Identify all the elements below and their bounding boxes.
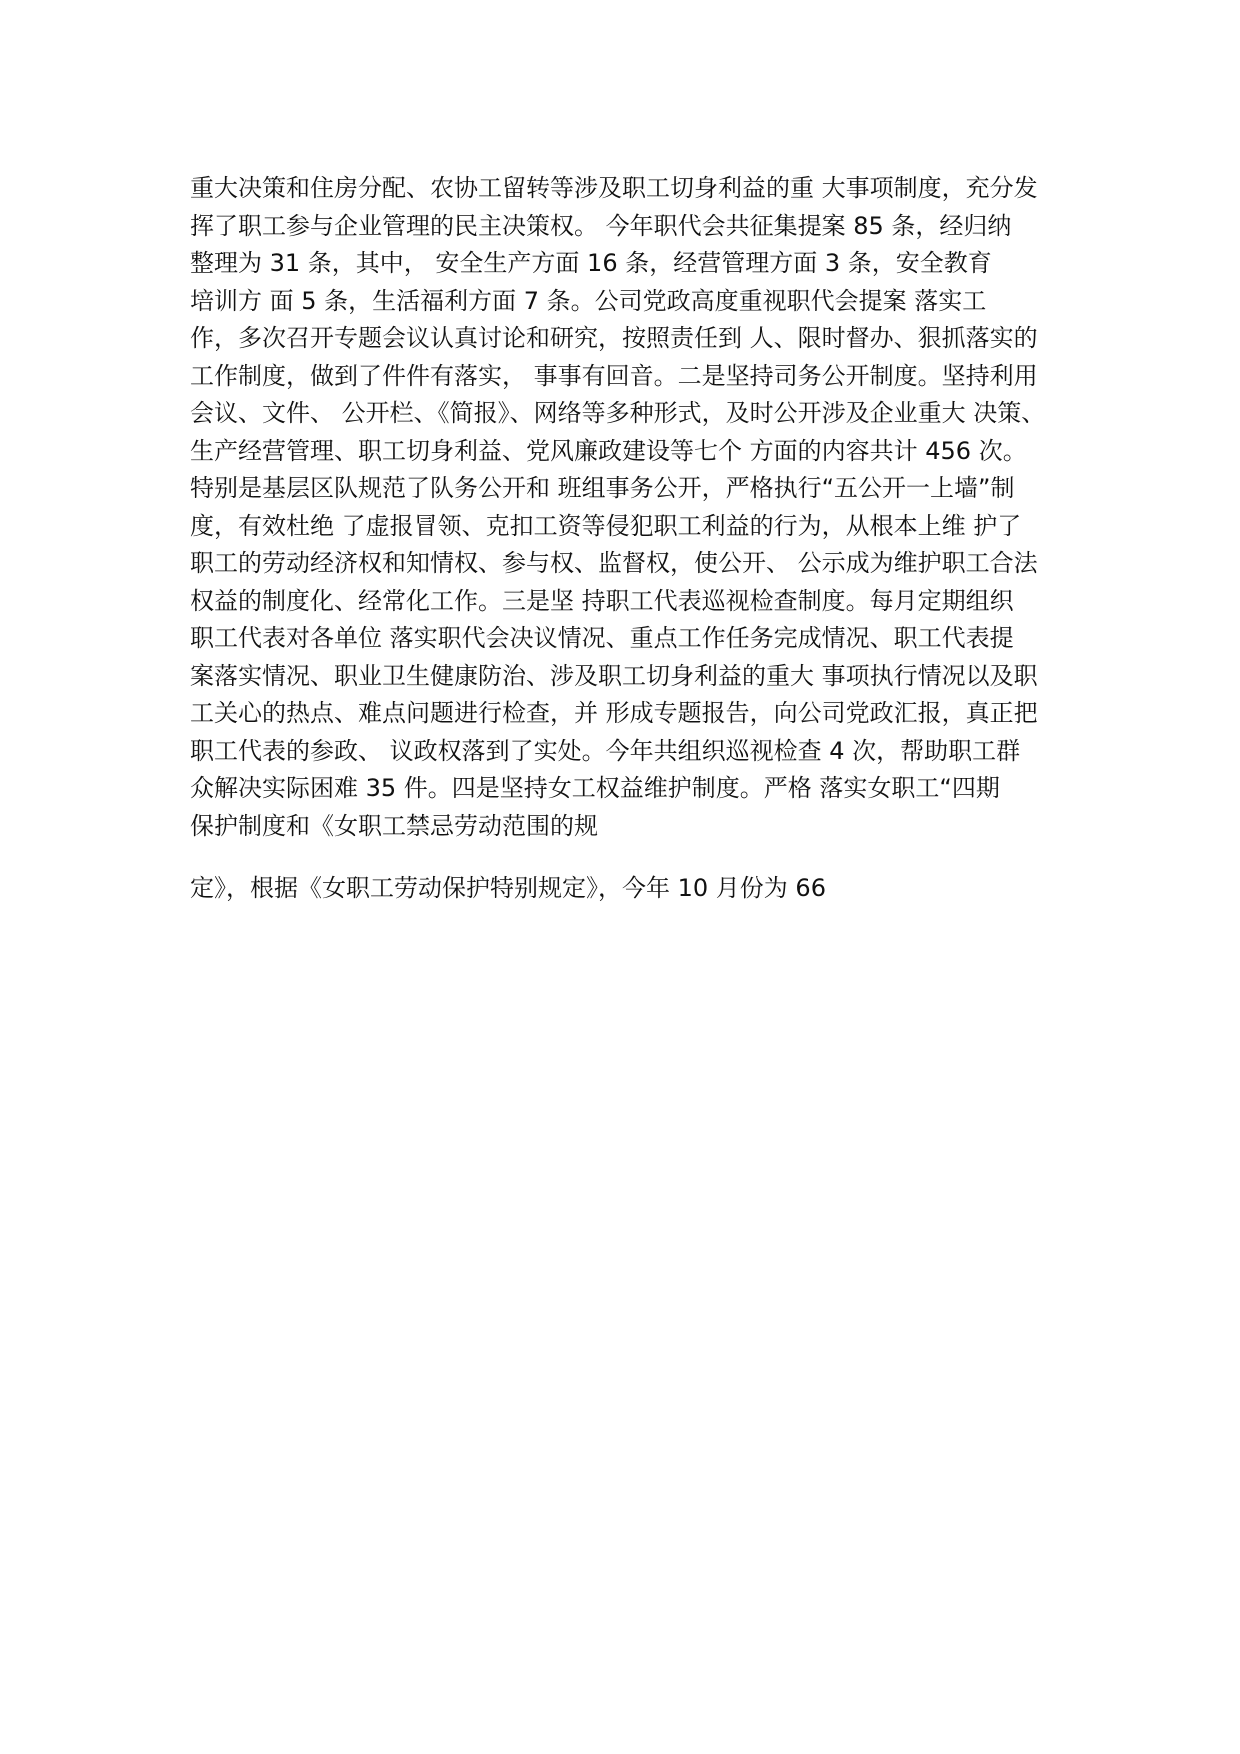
text-line-last: 定》，根据《女职工劳动保护特别规定》，今年 10 月份为 66: [190, 874, 826, 902]
body-text: [190, 170, 1070, 908]
text-line: 权益的制度化、经常化工作。三是坚 持职工代表巡视检查制度。每月定期组织: [190, 586, 1014, 615]
text-line: 特别是基层区队规范了队务公开和 班组事务公开，严格执行“五公开一上墙”制: [190, 474, 1015, 502]
text-line: 作，多次召开专题会议认真讨论和研究，按照责任到 人、限时督办、狠抓落实的: [190, 324, 1038, 352]
text-line: 工作制度，做到了件件有落实， 事事有回音。二是坚持司务公开制度。坚持利用: [190, 361, 1038, 390]
text-line: 重大决策和住房分配、农协工留转等涉及职工切身利益的重 大事项制度，充分发: [190, 174, 1038, 202]
text-line: 培训方 面 5 条，生活福利方面 7 条。公司党政高度重视职代会提案 落实工: [190, 286, 987, 315]
text-line: 保护制度和《女职工禁忌劳动范围的规: [190, 811, 598, 840]
text-line: 工关心的热点、难点问题进行检查，并 形成专题报告，向公司党政汇报，真正把: [190, 699, 1038, 727]
text-line: 生产经营管理、职工切身利益、党风廉政建设等七个 方面的内容共计 456 次。: [190, 436, 1027, 465]
text-line: 职工代表对各单位 落实职代会决议情况、重点工作任务完成情况、职工代表提: [190, 624, 1014, 652]
text-line: 度，有效杜绝 了虚报冒领、克扣工资等侵犯职工利益的行为，从根本上维 护了: [190, 511, 1022, 540]
text-line: 众解决实际困难 35 件。四是坚持女工权益维护制度。严格 落实女职工“四期: [190, 774, 1000, 802]
text-line: 职工代表的参政、 议政权落到了实处。今年共组织巡视检查 4 次，帮助职工群: [190, 736, 1021, 765]
text-line: 挥了职工参与企业管理的民主决策权。 今年职代会共征集提案 85 条，经归纳: [190, 211, 1012, 240]
text-line: 整理为 31 条，其中， 安全生产方面 16 条，经营管理方面 3 条，安全教育: [190, 249, 992, 277]
text-line: 职工的劳动经济权和知情权、参与权、监督权，使公开、 公示成为维护职工合法: [190, 549, 1038, 577]
text-line: 案落实情况、职业卫生健康防治、涉及职工切身利益的重大 事项执行情况以及职: [190, 661, 1038, 690]
text-line: 会议、文件、 公开栏、《简报》、网络等多种形式，及时公开涉及企业重大 决策、: [190, 399, 1046, 427]
